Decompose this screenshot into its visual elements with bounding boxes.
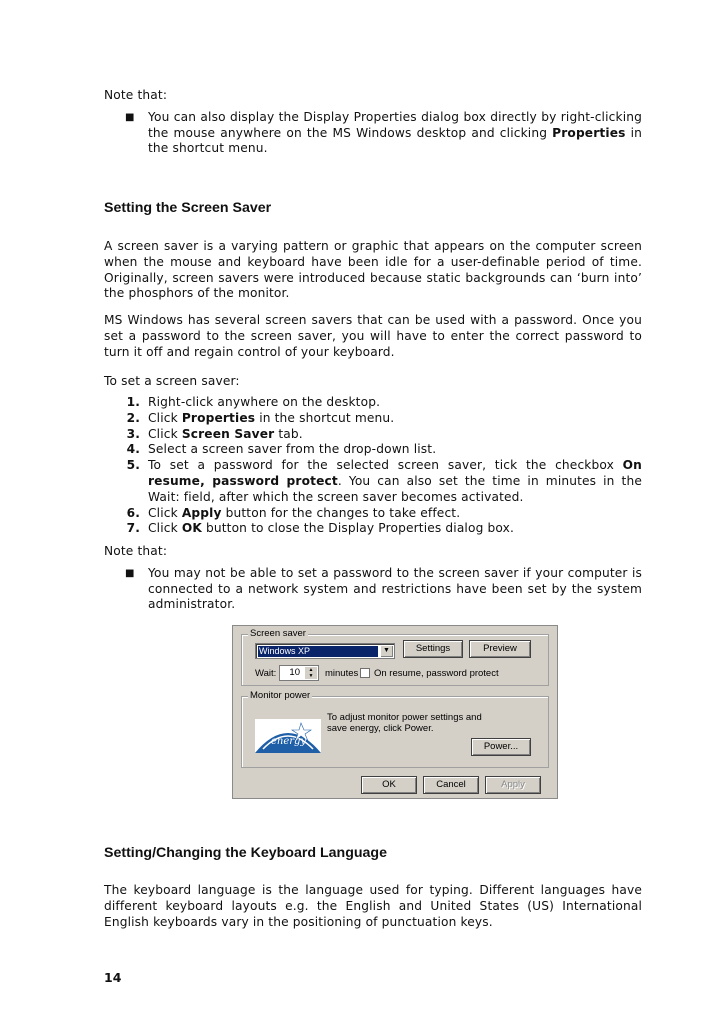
logo-text: energy (271, 736, 307, 747)
page-number: 14 (104, 970, 122, 985)
ok-button[interactable]: OK (361, 776, 417, 794)
note-label: Note that: (104, 544, 168, 558)
cancel-button[interactable]: Cancel (423, 776, 479, 794)
bullet-icon: ■ (125, 567, 135, 579)
bullet-text: You may not be able to set a password to the screen saver if your computer is connected to a network system and restrictions have been set by the system administrator. (148, 565, 642, 612)
list-item (104, 110, 642, 157)
note-block-2 (104, 544, 642, 613)
steps-intro: To set a screen saver: (104, 374, 240, 388)
wait-label: Wait: (255, 668, 277, 679)
list-item: 2. Click Properties in the shortcut menu. (126, 410, 395, 425)
group-title: Monitor power (250, 690, 311, 701)
chevron-down-icon[interactable]: ▼ (380, 645, 393, 657)
paragraph: The keyboard language is the language used for typing. Different languages have different keyboard layouts e.g. the English and United States (US) International English keyboards vary in the positioning of punctuation keys. (104, 883, 642, 929)
list-item (104, 566, 642, 613)
note-block-1 (104, 88, 642, 157)
selected-value: Windows XP (258, 646, 378, 657)
energy-star-logo (255, 719, 321, 753)
paragraph: A screen saver is a varying pattern or graphic that appears on the computer screen when the mouse and keyboard have been idle for a user-definable period of time. Originally, screen savers were introduced because static backgrounds can ‘burn into’ the phosphors of the monitor. (104, 239, 642, 301)
section-heading-keyboard-language: Setting/Changing the Keyboard Language (104, 845, 387, 861)
bullet-icon: ■ (125, 111, 135, 123)
section-heading-screen-saver: Setting the Screen Saver (104, 200, 272, 216)
wait-value: 10 (289, 667, 300, 678)
paragraph: MS Windows has several screen savers that can be used with a password. Once you set a password to the screen saver, you will have to enter the correct password to turn it off and regain control of your keyboard. (104, 313, 642, 359)
spinner-arrows-icon[interactable]: ▲ ▼ (305, 667, 317, 679)
list-item: 1. Right-click anywhere on the desktop. (126, 395, 381, 409)
screen-saver-select[interactable] (255, 643, 395, 659)
settings-button[interactable]: Settings (403, 640, 463, 658)
screen-saver-dialog-screenshot (232, 625, 558, 799)
note-label: Note that: (104, 88, 168, 102)
bullet-text: You can also display the Display Properties dialog box directly by right-clicking the mouse anywhere on the MS Windows desktop and clicking Properties in the shortcut menu. (148, 109, 643, 156)
power-button[interactable]: Power... (471, 738, 531, 756)
preview-button[interactable]: Preview (469, 640, 531, 658)
wait-spinner[interactable] (279, 665, 319, 681)
password-protect-checkbox[interactable] (360, 668, 370, 678)
monitor-power-text: To adjust monitor power settings and save energy, click Power. (327, 712, 482, 734)
list-item: 6. Click Apply button for the changes to take effect. (126, 505, 461, 520)
password-protect-label: On resume, password protect (374, 668, 499, 679)
minutes-label: minutes (325, 668, 359, 679)
group-title: Screen saver (250, 628, 306, 639)
list-item: 7. Click OK button to close the Display Properties dialog box. (126, 521, 514, 536)
steps-list (104, 395, 642, 537)
list-item: 5. To set a password for the selected screen saver, tick the checkbox On resume, password protect. You can also set the time in minutes in the Wait: field, after which the screen saver becomes activated. (126, 458, 642, 504)
list-item: 3. Click Screen Saver tab. (126, 426, 303, 441)
list-item: 4. Select a screen saver from the drop-down list. (126, 442, 437, 457)
apply-button[interactable]: Apply (485, 776, 541, 794)
